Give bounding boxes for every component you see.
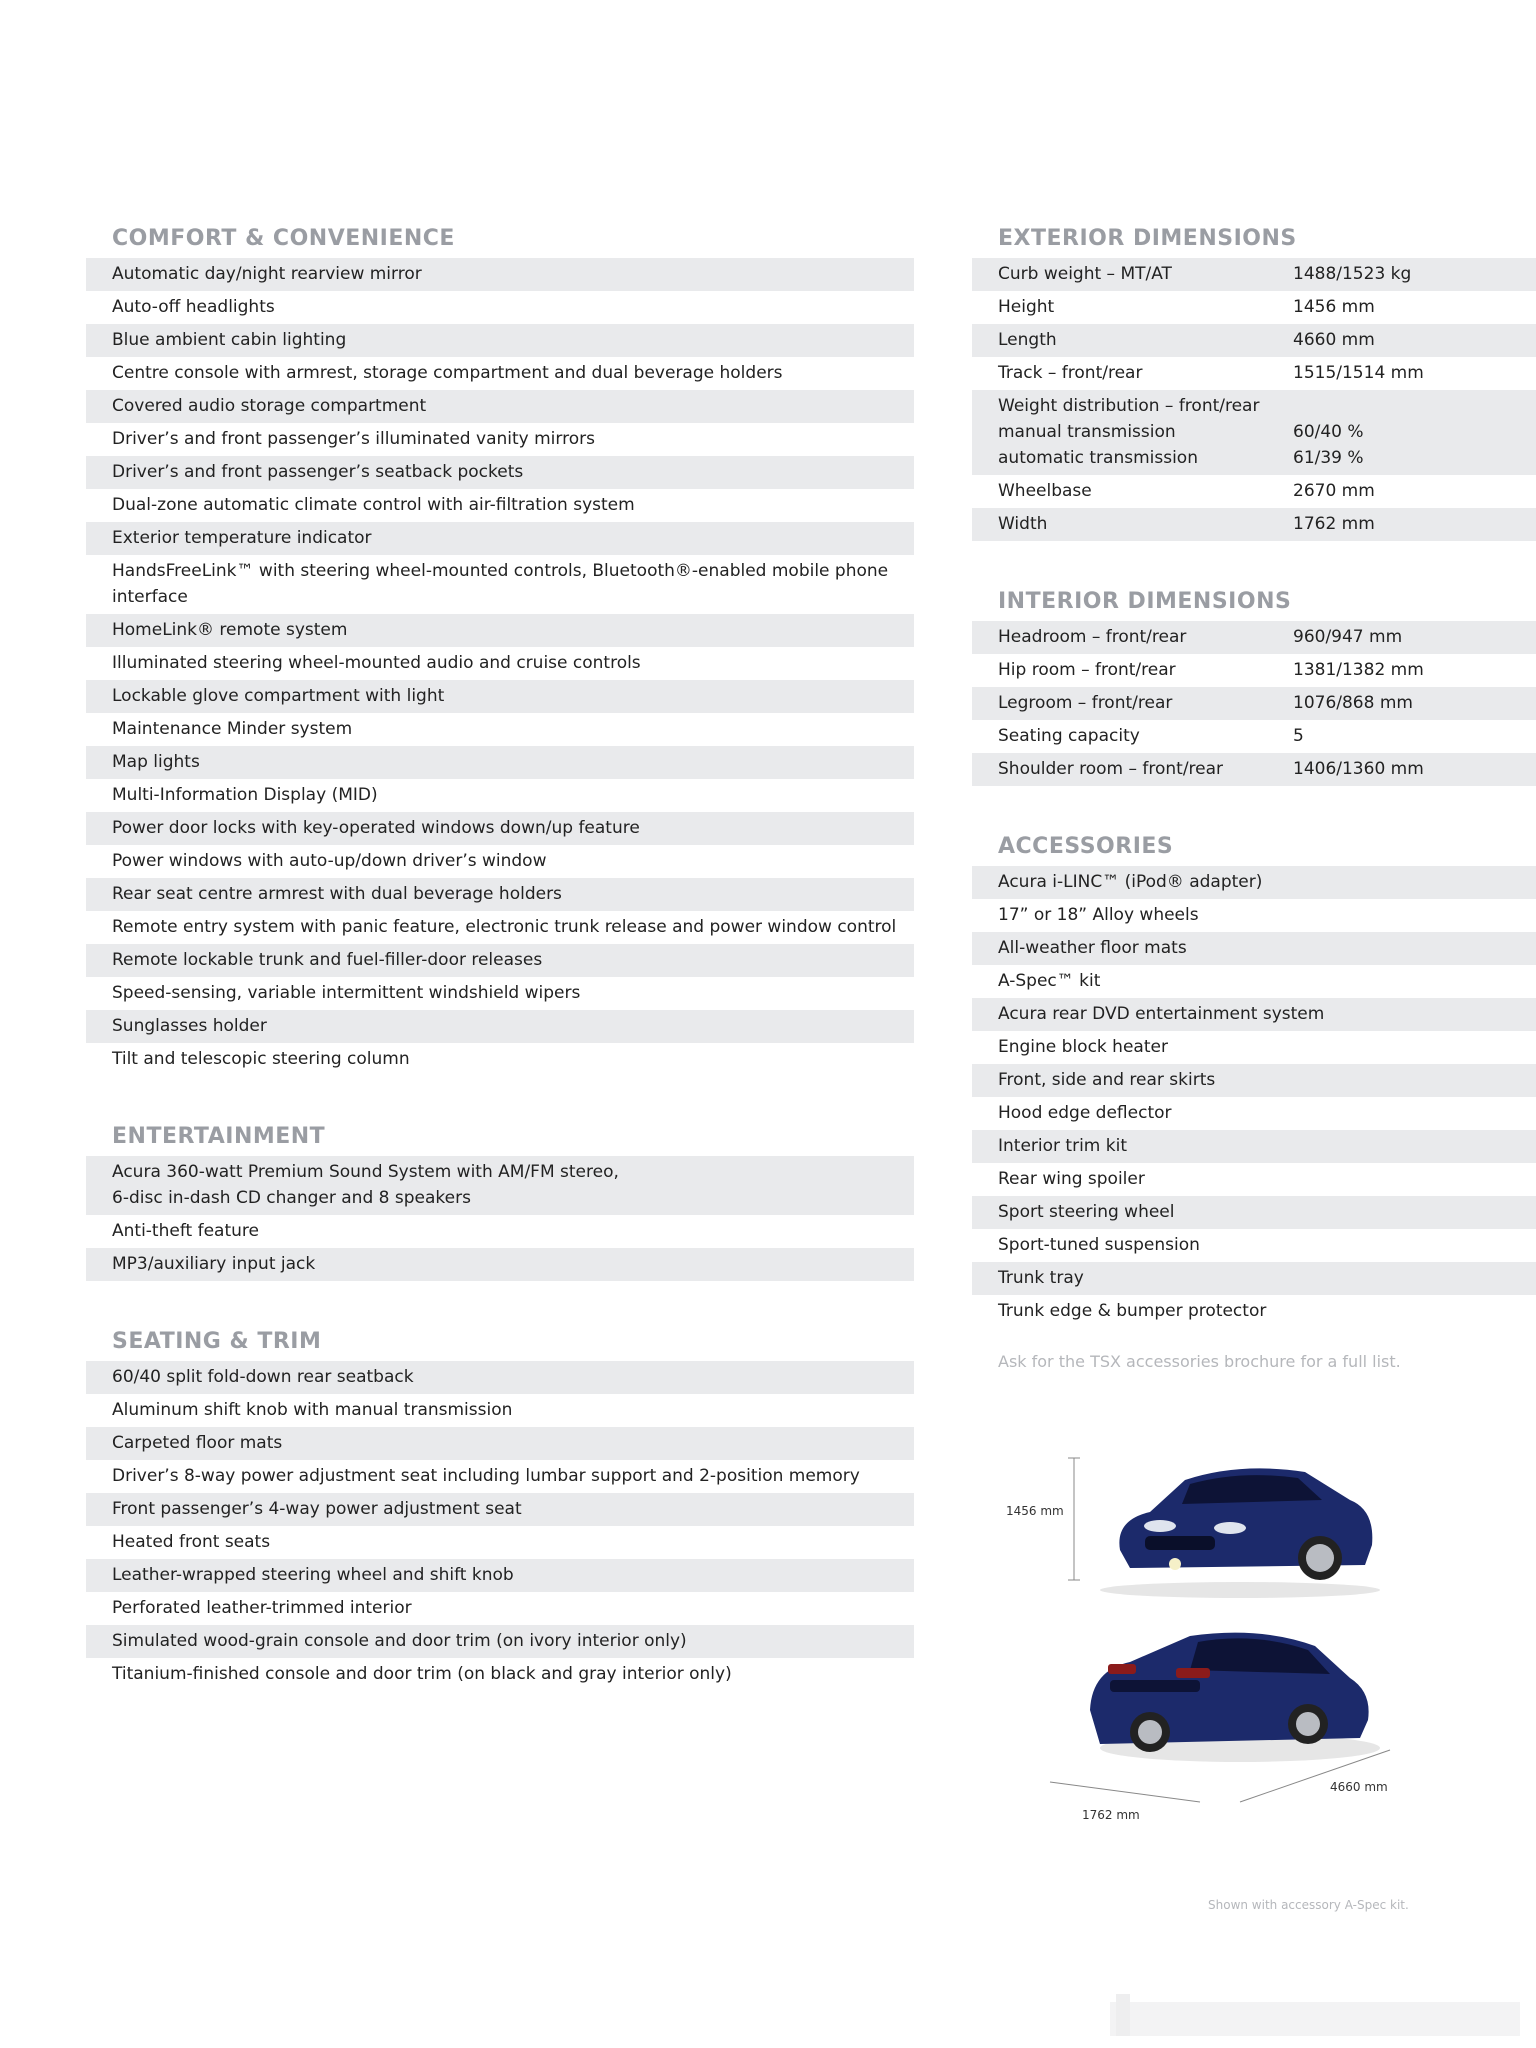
- entertainment-list: [86, 1156, 914, 1281]
- spec-value: [1293, 393, 1364, 471]
- seating-section: [86, 1323, 914, 1691]
- car-front-image: [1090, 1440, 1390, 1600]
- accessory-item: Trunk tray: [972, 1262, 1536, 1295]
- spec-value-line: 1762 mm: [1293, 514, 1375, 534]
- comfort-item: Rear seat centre armrest with dual beverage holders: [86, 878, 914, 911]
- comfort-item: Centre console with armrest, storage compartment and dual beverage holders: [112, 363, 783, 383]
- comfort-item: Remote entry system with panic feature, electronic trunk release and power window control: [112, 917, 897, 937]
- car-front-illustration: [1000, 1440, 1420, 1600]
- width-dimension-label: 1762 mm: [1082, 1808, 1140, 1822]
- spec-label-line: Weight distribution – front/rear: [998, 396, 1260, 416]
- spec-label: [998, 294, 1293, 320]
- comfort-item: Exterior temperature indicator: [86, 522, 914, 555]
- interior-section: [972, 583, 1536, 786]
- accessories-title: ACCESSORIES: [998, 834, 1174, 859]
- spec-label-line: Length: [998, 330, 1057, 350]
- length-dimension-label: 4660 mm: [1330, 1780, 1388, 1794]
- spec-label-line: Width: [998, 514, 1048, 534]
- accessories-section: [972, 828, 1536, 1371]
- seating-list: [86, 1361, 914, 1691]
- entertainment-section: [86, 1118, 914, 1281]
- spec-value-line: 61/39 %: [1293, 448, 1364, 468]
- spec-value: [1293, 511, 1375, 537]
- spec-value-line: 1076/868 mm: [1293, 693, 1413, 713]
- spec-row: [972, 390, 1536, 475]
- spec-label: [998, 393, 1293, 471]
- entertainment-item-line: MP3/auxiliary input jack: [112, 1254, 316, 1274]
- comfort-title: COMFORT & CONVENIENCE: [112, 226, 455, 251]
- spec-label: [998, 511, 1293, 537]
- accessory-item: Engine block heater: [998, 1037, 1168, 1057]
- comfort-item: HandsFreeLink™ with steering wheel-mounted controls, Bluetooth®-enabled mobile phone interface: [112, 561, 889, 607]
- spec-value-line: [1293, 393, 1364, 419]
- spec-row: [972, 621, 1536, 654]
- car-rear-illustration: [1000, 1620, 1420, 1830]
- exterior-spec-table: [972, 258, 1536, 541]
- accessory-item: Trunk edge & bumper protector: [998, 1301, 1267, 1321]
- spec-row: [972, 687, 1536, 720]
- spec-value-line: 1515/1514 mm: [1293, 363, 1424, 383]
- comfort-item: Auto-off headlights: [112, 297, 275, 317]
- seating-item: Carpeted floor mats: [86, 1427, 914, 1460]
- spec-label-line: Curb weight – MT/AT: [998, 264, 1172, 284]
- spec-value-line: 2670 mm: [1293, 481, 1375, 501]
- spec-row: [972, 753, 1536, 786]
- spec-label-line: Headroom – front/rear: [998, 627, 1187, 647]
- comfort-item: Power windows with auto-up/down driver’s window: [112, 851, 547, 871]
- spec-row: [972, 291, 1536, 324]
- spec-label: [998, 756, 1293, 782]
- spec-label-line: manual transmission: [998, 422, 1176, 442]
- entertainment-item: [86, 1215, 914, 1248]
- comfort-item: Driver’s and front passenger’s seatback pockets: [86, 456, 914, 489]
- spec-label-line: Wheelbase: [998, 481, 1092, 501]
- spec-label-line: Seating capacity: [998, 726, 1140, 746]
- seating-title: SEATING & TRIM: [112, 1329, 322, 1354]
- exterior-title: EXTERIOR DIMENSIONS: [998, 226, 1297, 251]
- spec-label-line: Track – front/rear: [998, 363, 1143, 383]
- spec-value: [1293, 756, 1424, 782]
- seating-item: Perforated leather-trimmed interior: [112, 1598, 412, 1618]
- spec-value: [1293, 657, 1424, 683]
- spec-value: [1293, 624, 1402, 650]
- spec-row: [972, 258, 1536, 291]
- spec-value: [1293, 327, 1375, 353]
- comfort-section: [86, 220, 914, 1076]
- seating-item: Heated front seats: [112, 1532, 271, 1552]
- spec-label: [998, 478, 1293, 504]
- seating-item: Leather-wrapped steering wheel and shift knob: [86, 1559, 914, 1592]
- right-column: [972, 220, 1536, 1413]
- spec-label-line: Legroom – front/rear: [998, 693, 1173, 713]
- spec-value-line: 1488/1523 kg: [1293, 264, 1412, 284]
- comfort-item: Lockable glove compartment with light: [86, 680, 914, 713]
- spec-value-line: 1406/1360 mm: [1293, 759, 1424, 779]
- spec-value-line: 5: [1293, 726, 1304, 746]
- seating-item: Front passenger’s 4-way power adjustment seat: [86, 1493, 914, 1526]
- accessory-item: All-weather floor mats: [972, 932, 1536, 965]
- seating-item: 60/40 split fold-down rear seatback: [86, 1361, 914, 1394]
- interior-spec-table: [972, 621, 1536, 786]
- spec-value: [1293, 294, 1375, 320]
- accessory-item: Sport-tuned suspension: [998, 1235, 1200, 1255]
- spec-row: [972, 324, 1536, 357]
- spec-label-line: automatic transmission: [998, 448, 1198, 468]
- comfort-item: HomeLink® remote system: [86, 614, 914, 647]
- comfort-item: Tilt and telescopic steering column: [112, 1049, 410, 1069]
- accessory-item: Acura rear DVD entertainment system: [972, 998, 1536, 1031]
- comfort-item: Covered audio storage compartment: [86, 390, 914, 423]
- comfort-item: Illuminated steering wheel-mounted audio and cruise controls: [112, 653, 641, 673]
- spec-row: [972, 475, 1536, 508]
- illustration-caption: Shown with accessory A-Spec kit.: [1208, 1898, 1409, 1912]
- spec-value-line: 4660 mm: [1293, 330, 1375, 350]
- spec-label: [998, 327, 1293, 353]
- spec-row: [972, 720, 1536, 753]
- spec-label: [998, 723, 1293, 749]
- seating-item: Aluminum shift knob with manual transmission: [112, 1400, 513, 1420]
- comfort-item: Power door locks with key-operated windows down/up feature: [86, 812, 914, 845]
- accessory-item: Interior trim kit: [972, 1130, 1536, 1163]
- seating-item: Simulated wood-grain console and door trim (on ivory interior only): [86, 1625, 914, 1658]
- spec-value-line: 1456 mm: [1293, 297, 1375, 317]
- comfort-item: Multi-Information Display (MID): [112, 785, 378, 805]
- spec-value: [1293, 261, 1411, 287]
- accessory-item: Hood edge deflector: [998, 1103, 1172, 1123]
- comfort-item: Blue ambient cabin lighting: [86, 324, 914, 357]
- accessories-list: [972, 866, 1536, 1328]
- spec-label: [998, 261, 1293, 287]
- seating-item: Titanium-finished console and door trim (on black and gray interior only): [112, 1664, 732, 1684]
- spec-value: [1293, 723, 1304, 749]
- comfort-item: Remote lockable trunk and fuel-filler-door releases: [86, 944, 914, 977]
- spec-row: [972, 654, 1536, 687]
- comfort-item: Map lights: [86, 746, 914, 779]
- exterior-section: [972, 220, 1536, 541]
- accessory-item: Sport steering wheel: [972, 1196, 1536, 1229]
- spec-value-line: 1381/1382 mm: [1293, 660, 1424, 680]
- accessory-item: A-Spec™ kit: [998, 971, 1101, 991]
- comfort-item: Maintenance Minder system: [112, 719, 353, 739]
- page-corner-decoration: [1110, 1988, 1520, 2036]
- entertainment-title: ENTERTAINMENT: [112, 1124, 326, 1149]
- comfort-item: Dual-zone automatic climate control with air-filtration system: [112, 495, 635, 515]
- spec-row: [972, 508, 1536, 541]
- entertainment-item-line: 6-disc in-dash CD changer and 8 speakers: [112, 1188, 471, 1208]
- entertainment-item-line: Anti-theft feature: [112, 1221, 259, 1241]
- spec-value-line: 60/40 %: [1293, 422, 1364, 442]
- accessory-item: Acura i-LINC™ (iPod® adapter): [972, 866, 1536, 899]
- spec-value: [1293, 360, 1424, 386]
- spec-label: [998, 657, 1293, 683]
- spec-label: [998, 690, 1293, 716]
- spec-value: [1293, 478, 1375, 504]
- accessories-note: Ask for the TSX accessories brochure for a full list.: [998, 1352, 1401, 1371]
- interior-title: INTERIOR DIMENSIONS: [998, 589, 1292, 614]
- comfort-item: Automatic day/night rearview mirror: [86, 258, 914, 291]
- height-dimension-label: 1456 mm: [1006, 1504, 1064, 1518]
- entertainment-item-line: Acura 360-watt Premium Sound System with AM/FM stereo,: [112, 1162, 619, 1182]
- entertainment-item: [86, 1248, 914, 1281]
- left-column: [86, 220, 914, 1733]
- comfort-item: Driver’s and front passenger’s illuminated vanity mirrors: [112, 429, 595, 449]
- accessory-item: 17” or 18” Alloy wheels: [998, 905, 1199, 925]
- spec-value: [1293, 690, 1413, 716]
- spec-row: [972, 357, 1536, 390]
- accessory-item: Rear wing spoiler: [998, 1169, 1145, 1189]
- comfort-list: [86, 258, 914, 1076]
- length-width-dimension-lines: [1000, 1620, 1420, 1830]
- spec-label: [998, 624, 1293, 650]
- spec-label-line: Hip room – front/rear: [998, 660, 1176, 680]
- spec-value-line: 960/947 mm: [1293, 627, 1403, 647]
- comfort-item: Sunglasses holder: [86, 1010, 914, 1043]
- accessory-item: Front, side and rear skirts: [972, 1064, 1536, 1097]
- entertainment-item: [86, 1156, 914, 1215]
- seating-item: Driver’s 8-way power adjustment seat including lumbar support and 2-position memory: [112, 1466, 860, 1486]
- spec-label: [998, 360, 1293, 386]
- spec-label-line: Height: [998, 297, 1055, 317]
- comfort-item: Speed-sensing, variable intermittent windshield wipers: [112, 983, 581, 1003]
- spec-label-line: Shoulder room – front/rear: [998, 759, 1224, 779]
